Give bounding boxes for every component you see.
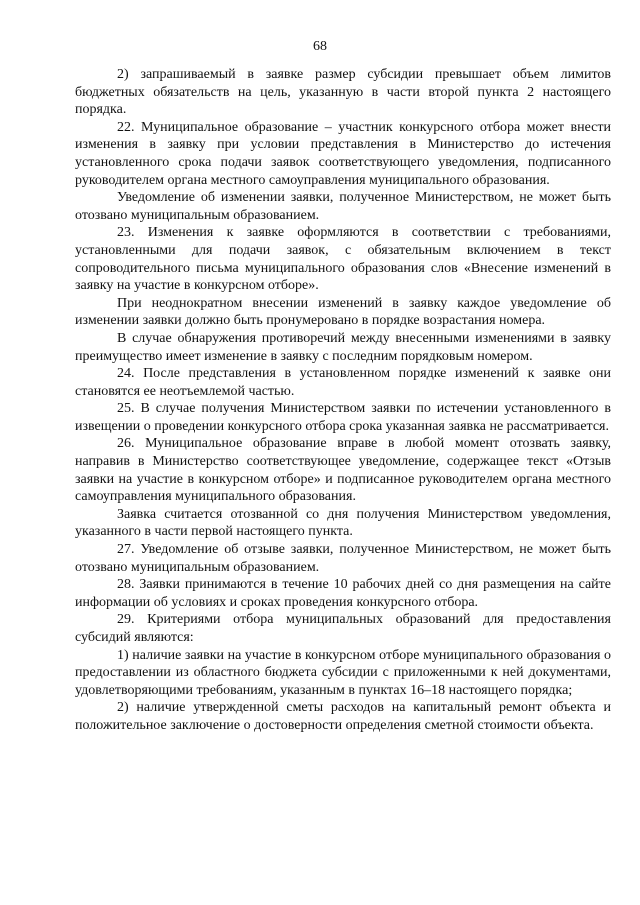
document-body bbox=[75, 66, 611, 735]
paragraph-5: При неоднократном внесении изменений в заявку каждое уведомление об изменении заявки должно быть пронумеровано в порядке возрастания номера. bbox=[75, 295, 611, 329]
paragraph-2: 22. Муниципальное образование – участник конкурсного отбора может внести изменения в заявку при условии представления в Министерство до истечения установленного срока подачи заявок соответствующего уведомления, подписанного руководителем органа местного самоуправления муниципального образования. bbox=[75, 119, 611, 188]
paragraph-6: В случае обнаружения противоречий между внесенными изменениями в заявку преимущество имеет изменение в заявку с последним порядковым номером. bbox=[75, 330, 611, 364]
paragraph-7: 24. После представления в установленном порядке изменений к заявке они становятся ее неотъемлемой частью. bbox=[75, 366, 611, 399]
paragraph-8: 25. В случае получения Министерством заявки по истечении установленного в извещении о проведении конкурсного отбора срока указанная заявка не рассматривается. bbox=[75, 401, 611, 434]
paragraph-9: 26. Муниципальное образование вправе в любой момент отозвать заявку, направив в Министерство соответствующее уведомление, содержащее текст «Отзыв заявки на участие в конкурсном отборе» и подписанное руководителем органа местного самоуправления муниципального образования. bbox=[75, 436, 611, 505]
paragraph-12: 28. Заявки принимаются в течение 10 рабочих дней со дня размещения на сайте информации об условиях и сроках проведения конкурсного отбора. bbox=[75, 577, 611, 610]
paragraph-10: Заявка считается отозванной со дня получения Министерством уведомления, указанного в части первой настоящего пункта. bbox=[75, 506, 611, 540]
paragraph-4: 23. Изменения к заявке оформляются в соответствии с требованиями, установленными для подачи заявок, с обязательным включением в текст сопроводительного письма муниципального образования слов «Внесение изменений в заявку на участие в конкурсном отборе». bbox=[75, 225, 611, 294]
paragraph-1: 2) запрашиваемый в заявке размер субсидии превышает объем лимитов бюджетных обязательств на цель, указанную в части второй пункта 2 настоящего порядка. bbox=[75, 67, 611, 118]
paragraph-3: Уведомление об изменении заявки, полученное Министерством, не может быть отозвано муниципальным образованием. bbox=[75, 190, 611, 223]
paragraph-15: 2) наличие утвержденной сметы расходов на капитальный ремонт объекта и положительное заключение о достоверности определения сметной стоимости объекта. bbox=[75, 700, 611, 733]
paragraph-11: 27. Уведомление об отзыве заявки, полученное Министерством, не может быть отозвано муниципальным образованием. bbox=[75, 542, 611, 575]
page-number: 68 bbox=[313, 39, 327, 54]
paragraph-13: 29. Критериями отбора муниципальных образований для предоставления субсидий являются: bbox=[75, 612, 611, 645]
paragraph-14: 1) наличие заявки на участие в конкурсном отборе муниципального образования о предоставлении из областного бюджета субсидии с приложенными к ней документами, удовлетворяющими требованиям, указанным в пунктах 16–18 настоящего порядка; bbox=[75, 647, 611, 698]
